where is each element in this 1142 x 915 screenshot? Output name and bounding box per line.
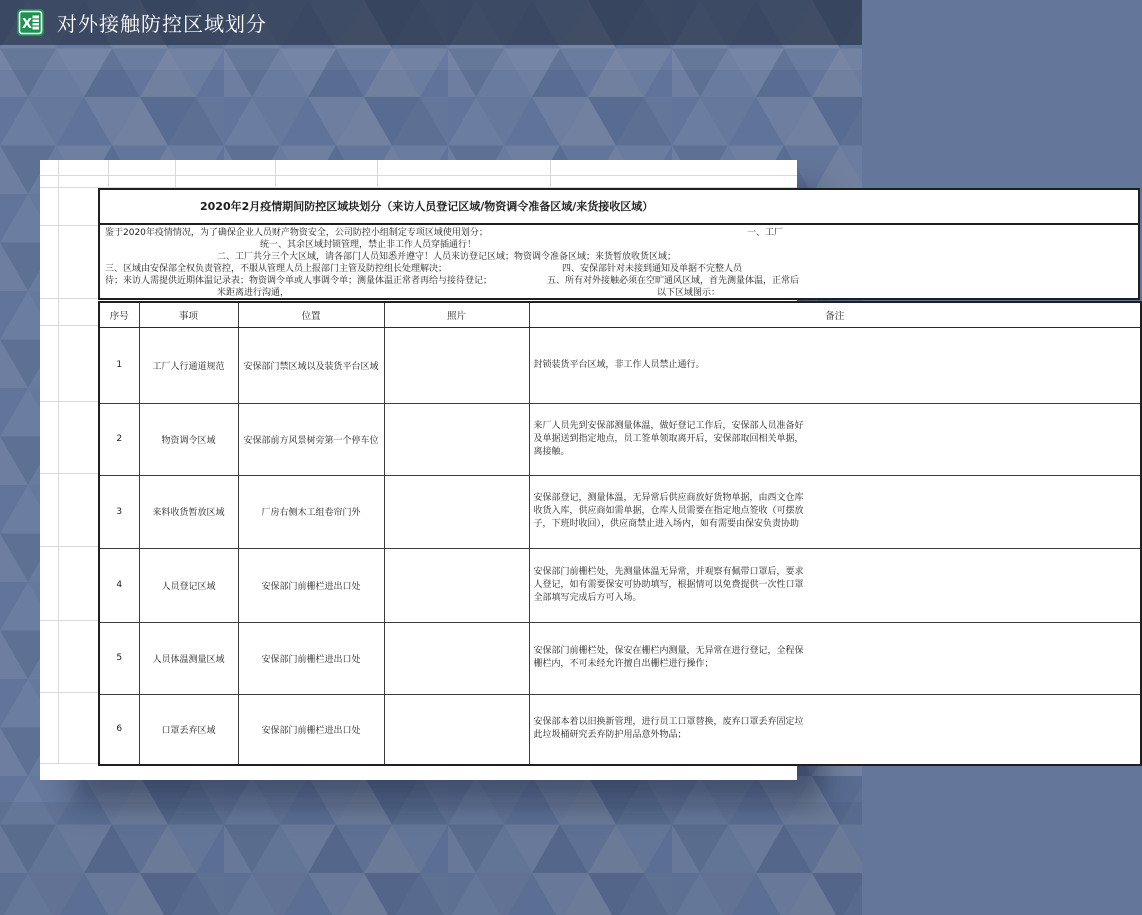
row-remark-cell[interactable] [529, 622, 1141, 694]
notes-line-3 [100, 251, 1138, 263]
column-header-seq[interactable]: 序号 [99, 302, 139, 327]
row-location-cell[interactable]: 安保部门前栅栏进出口处 [238, 622, 384, 694]
row-location-cell[interactable]: 安保部前方风景树旁第一个停车位 [238, 403, 384, 475]
sheet-gridline [40, 175, 797, 176]
row-photo-cell[interactable] [384, 403, 529, 475]
sheet-gridline [58, 160, 59, 763]
notes-text: 待；来访人需提供近期体温记录表；物资调令单或人事调令单；测量体温正常者再给与接待登记； [105, 276, 493, 286]
row-seq-cell[interactable]: 1 [99, 327, 139, 403]
remark-line: 封锁装货平台区域，非工作人员禁止通行。 [533, 359, 705, 370]
sheet-gridline [40, 546, 98, 547]
table-row[interactable] [99, 475, 1141, 548]
row-remark-cell[interactable] [529, 327, 1141, 403]
remark-line: 离接触。 [533, 446, 570, 457]
table-row[interactable] [99, 694, 1141, 765]
remark-line: 人登记，如有需要保安可协助填写，根据情可以免费提供一次性口罩 [533, 579, 804, 590]
row-remark-cell[interactable] [529, 694, 1141, 765]
table-row[interactable] [99, 403, 1141, 475]
zones-table [98, 301, 1142, 766]
remark-line: 栅栏内，不可未经允许擅自出栅栏进行操作； [533, 659, 714, 669]
sheet-gridline [40, 473, 98, 474]
notes-line-4 [100, 263, 1138, 275]
row-item-cell[interactable]: 人员体温测量区域 [139, 622, 238, 694]
remark-line: 安保部门前栅栏处，先测量体温无异常，并观察有佩带口罩后，要求 [533, 566, 804, 577]
sheet-gridline [40, 298, 98, 299]
table-title-cell[interactable] [98, 188, 1140, 225]
remark-line: 来厂人员先到安保部测量体温，做好登记工作后，安保部人员准备好 [533, 420, 804, 431]
notes-text: 米距离进行沟通， [217, 288, 290, 298]
sheet-gridline [40, 225, 98, 226]
sheet-gridline [40, 692, 98, 693]
notes-line-6 [100, 287, 1138, 299]
notes-text: 二、工厂共分三个大区域，请各部门人员知悉并遵守！人员来访登记区域；物资调令准备区域；来货暂放收货区域； [217, 252, 677, 262]
notes-text: 五、所有对外接触必须在空旷通风区域，首先测量体温，正常后 [547, 276, 800, 286]
row-remark-cell[interactable] [529, 548, 1141, 622]
background-top-highlight [0, 45, 862, 70]
notes-text: 三、区域由安保部全权负责管控，不服从管理人员上报部门主管及防控组长处理解决； [105, 264, 448, 274]
remark-line: 安保部登记，测量体温，无异常后供应商放好货物单据，由西文仓库 [533, 493, 804, 503]
spreadsheet-page[interactable] [40, 160, 845, 780]
notes-text: 一、工厂 [747, 228, 784, 238]
remark-line: 安保部本着以旧换新管理，进行员工口罩替换，废弃口罩丢弃固定垃 [533, 717, 804, 728]
row-photo-cell[interactable] [384, 548, 529, 622]
sheet-gridline [40, 620, 98, 621]
row-item-cell[interactable]: 物资调令区域 [139, 403, 238, 475]
row-item-cell[interactable]: 口罩丢弃区域 [139, 694, 238, 765]
notes-text: 统一、其余区域封锁管理，禁止非工作人员穿插通行！ [260, 240, 477, 250]
row-seq-cell[interactable]: 4 [99, 548, 139, 622]
notes-text: 以下区域图示： [657, 288, 721, 298]
remark-line: 此垃圾桶研究丢弃防护用品意外物品； [533, 730, 687, 741]
notes-text: 四、安保部针对未接到通知及单据不完整人员 [562, 264, 743, 274]
table-row[interactable] [99, 327, 1141, 403]
sheet-gridline [40, 763, 98, 764]
window-title: 对外接触防控区域划分 [57, 12, 267, 36]
sheet-gridline [377, 160, 378, 187]
row-item-cell[interactable]: 人员登记区域 [139, 548, 238, 622]
remark-line: 全部填写完成后方可入场。 [533, 592, 642, 603]
svg-text:X: X [22, 17, 33, 32]
row-photo-cell[interactable] [384, 622, 529, 694]
row-location-cell[interactable]: 安保部门前栅栏进出口处 [238, 548, 384, 622]
column-header-location[interactable]: 位置 [238, 302, 384, 327]
table-header-row [99, 302, 1141, 327]
table-notes-cell[interactable] [98, 225, 1140, 300]
notes-text: 鉴于2020年疫情情况，为了确保企业人员财产物资安全，公司防控小组制定专项区域使用划分； [105, 228, 488, 238]
column-header-photo[interactable]: 照片 [384, 302, 529, 327]
notes-line-5 [100, 275, 1138, 287]
sheet-gridline [275, 160, 276, 187]
remark-line: 收货入库，供应商如需单据，仓库人员需要在指定地点签收（可摆放 [533, 506, 804, 516]
row-location-cell[interactable]: 厂房右侧木工组卷帘门外 [238, 475, 384, 548]
table-row[interactable] [99, 548, 1141, 622]
prevention-zone-table [98, 188, 1140, 766]
table-title: 2020年2月疫情期间防控区域块划分（来访人员登记区域/物资调令准备区域/来货接收区域） [200, 200, 654, 213]
column-header-item[interactable]: 事项 [139, 302, 238, 327]
row-photo-cell[interactable] [384, 475, 529, 548]
row-photo-cell[interactable] [384, 694, 529, 765]
remark-line: 子，下班时收回），供应商禁止进入场内，如有需要由保安负责协助 [533, 519, 800, 529]
sheet-gridline [40, 401, 98, 402]
notes-line-1 [100, 227, 1138, 239]
titlebar [0, 0, 862, 45]
excel-icon [17, 9, 44, 36]
row-seq-cell[interactable]: 5 [99, 622, 139, 694]
sheet-gridline [550, 160, 551, 187]
row-location-cell[interactable]: 安保部门前栅栏进出口处 [238, 694, 384, 765]
row-seq-cell[interactable]: 6 [99, 694, 139, 765]
notes-line-2 [100, 239, 1138, 251]
sheet-gridline [40, 325, 98, 326]
sheet-gridline [108, 160, 109, 187]
row-seq-cell[interactable]: 2 [99, 403, 139, 475]
row-seq-cell[interactable]: 3 [99, 475, 139, 548]
row-item-cell[interactable]: 工厂人行通道规范 [139, 327, 238, 403]
background-bottom-shade [0, 802, 862, 915]
row-photo-cell[interactable] [384, 327, 529, 403]
remark-line: 及单据送到指定地点，员工签单领取离开后，安保部取回相关单据， [533, 433, 804, 444]
row-remark-cell[interactable] [529, 403, 1141, 475]
column-header-remark[interactable]: 备注 [529, 302, 1141, 327]
table-row[interactable] [99, 622, 1141, 694]
row-remark-cell[interactable] [529, 475, 1141, 548]
sheet-gridline [175, 160, 176, 187]
remark-line: 安保部门前栅栏处，保安在栅栏内测量，无异常在进行登记，全程保 [533, 646, 804, 656]
row-item-cell[interactable]: 来料收货暂放区域 [139, 475, 238, 548]
row-location-cell[interactable]: 安保部门禁区域以及装货平台区域 [238, 327, 384, 403]
